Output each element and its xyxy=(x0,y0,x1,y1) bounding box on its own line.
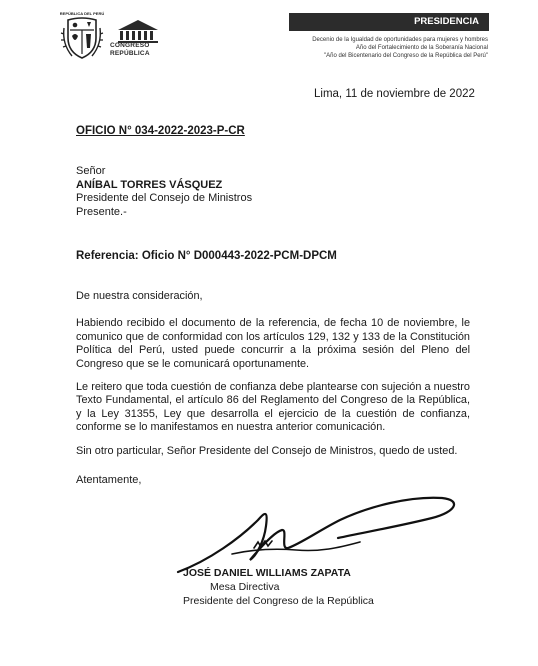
addressee-block xyxy=(76,165,252,219)
decenio-block xyxy=(270,36,488,60)
addressee-salutation: Señor xyxy=(76,165,106,177)
closing-line: Atentamente, xyxy=(76,474,142,486)
decenio-line: Año del Fortalecimiento de la Soberanía Nacional xyxy=(355,45,488,51)
decenio-line: Decenio de la Igualdad de oportunidades para mujeres y hombres xyxy=(312,37,488,43)
oficio-number: OFICIO N° 034-2022-2023-P-CR xyxy=(76,125,245,137)
greeting: De nuestra consideración, xyxy=(76,290,203,302)
signatory-name: JOSÉ DANIEL WILLIAMS ZAPATA xyxy=(183,567,351,579)
addressee-presente: Presente.- xyxy=(76,205,127,218)
national-seal-icon xyxy=(60,8,104,62)
addressee-title: Presidente del Consejo de Ministros xyxy=(76,192,253,204)
reference-line: Referencia: Oficio N° D000443-2022-PCM-DPCM xyxy=(76,250,337,262)
paragraph-3: Sin otro particular, Señor Presidente del Consejo de Ministros, quedo de usted. xyxy=(76,444,458,457)
signatory-body: Mesa Directiva xyxy=(210,581,280,593)
letter-body xyxy=(76,290,470,468)
congreso-line2: REPÚBLICA xyxy=(110,49,150,57)
congreso-line1: CONGRESO xyxy=(110,42,150,49)
presidencia-banner: PRESIDENCIA xyxy=(289,13,489,31)
paragraph-1: Habiendo recibido el documento de la referencia, de fecha 10 de noviembre, le comunico que de conformidad con los artículos 129, 132 y 133 de la Constitución Política del Perú, usted puede concurrir a la próxima sesión del Pleno del Congreso que se le comunicará oportunamente. xyxy=(76,317,470,370)
signatory-block xyxy=(183,566,374,608)
seal-text: REPÚBLICA DEL PERÚ xyxy=(60,11,104,16)
decenio-line: "Año del Bicentenario del Congreso de la República del Perú" xyxy=(323,53,488,59)
paragraph-2: Le reitero que toda cuestión de confianza debe plantearse con sujeción a nuestro Texto Fundamental, el artículo 86 del Reglamento del Congreso de la República, y la Ley 31355, Ley que desarrolla el ejercicio de la cuestión de confianza, conforme se lo manifestamos en nuestra anterior comunicación. xyxy=(76,381,470,434)
letter-date: Lima, 11 de noviembre de 2022 xyxy=(314,88,475,100)
signatory-position: Presidente del Congreso de la República xyxy=(183,595,374,607)
addressee-name: ANÍBAL TORRES VÁSQUEZ xyxy=(76,178,223,191)
congreso-wordmark xyxy=(110,42,150,57)
letterhead-logos xyxy=(60,8,170,66)
